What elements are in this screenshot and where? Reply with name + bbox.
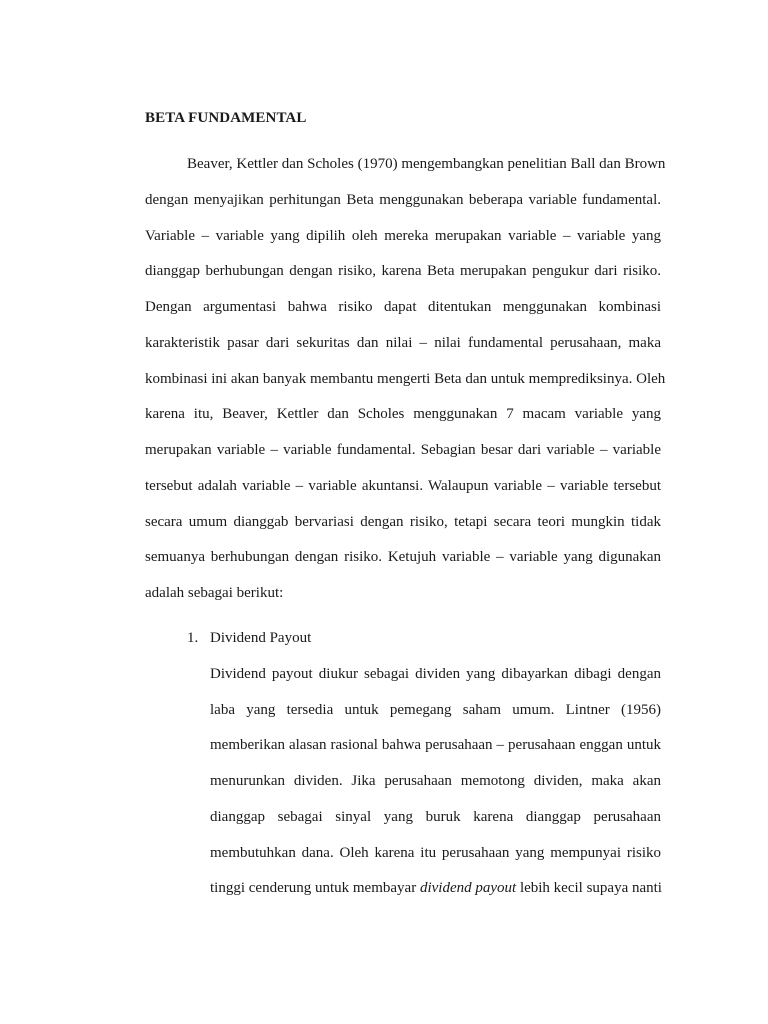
paragraph-line: adalah sebagai berikut: [145, 585, 284, 601]
paragraph-line: Dengan argumentasi bahwa risiko dapat ditentukan menggunakan kombinasi [145, 299, 661, 315]
list-item-line: Dividend payout diukur sebagai dividen yang dibayarkan dibagi dengan [210, 666, 661, 682]
italic-term: dividend payout [419, 880, 517, 896]
paragraph-line: secara umum dianggab bervariasi dengan risiko, tetapi secara teori mungkin tidak [145, 514, 661, 530]
line-text: lebih kecil supaya nanti [516, 880, 662, 896]
list-item-line: membutuhkan dana. Oleh karena itu perusahaan yang mempunyai risiko [210, 845, 661, 861]
paragraph-line: dianggap berhubungan dengan risiko, karena Beta merupakan pengukur dari risiko. [145, 263, 661, 279]
paragraph-line: karena itu, Beaver, Kettler dan Scholes menggunakan 7 macam variable yang [145, 406, 661, 422]
list-item-number: 1. [187, 630, 199, 646]
paragraph-line: merupakan variable – variable fundamental. Sebagian besar dari variable – variable [145, 442, 661, 458]
list-item-line: memberikan alasan rasional bahwa perusahaan – perusahaan enggan untuk [210, 737, 661, 753]
list-item-line-last [210, 879, 661, 897]
list-item-line: laba yang tersedia untuk pemegang saham umum. Lintner (1956) [210, 702, 661, 718]
paragraph-line: dengan menyajikan perhitungan Beta menggunakan beberapa variable fundamental. [145, 192, 661, 208]
paragraph-line: kombinasi ini akan banyak membantu mengerti Beta dan untuk memprediksinya. Oleh [145, 371, 666, 387]
paragraph-line: Beaver, Kettler dan Scholes (1970) mengembangkan penelitian Ball dan Brown [187, 156, 666, 172]
list-item-line: menurunkan dividen. Jika perusahaan memotong dividen, maka akan [210, 773, 661, 789]
list-item-title: Dividend Payout [210, 630, 312, 646]
paragraph-line: karakteristik pasar dari sekuritas dan nilai – nilai fundamental perusahaan, maka [145, 335, 661, 351]
list-item-line: dianggap sebagai sinyal yang buruk karena dianggap perusahaan [210, 809, 661, 825]
paragraph-line: Variable – variable yang dipilih oleh mereka merupakan variable – variable yang [145, 228, 661, 244]
section-heading: BETA FUNDAMENTAL [145, 110, 307, 126]
line-text: tinggi cenderung untuk membayar [210, 880, 420, 896]
paragraph-line: semuanya berhubungan dengan risiko. Ketujuh variable – variable yang digunakan [145, 549, 661, 565]
paragraph-line: tersebut adalah variable – variable akuntansi. Walaupun variable – variable tersebut [145, 478, 661, 494]
